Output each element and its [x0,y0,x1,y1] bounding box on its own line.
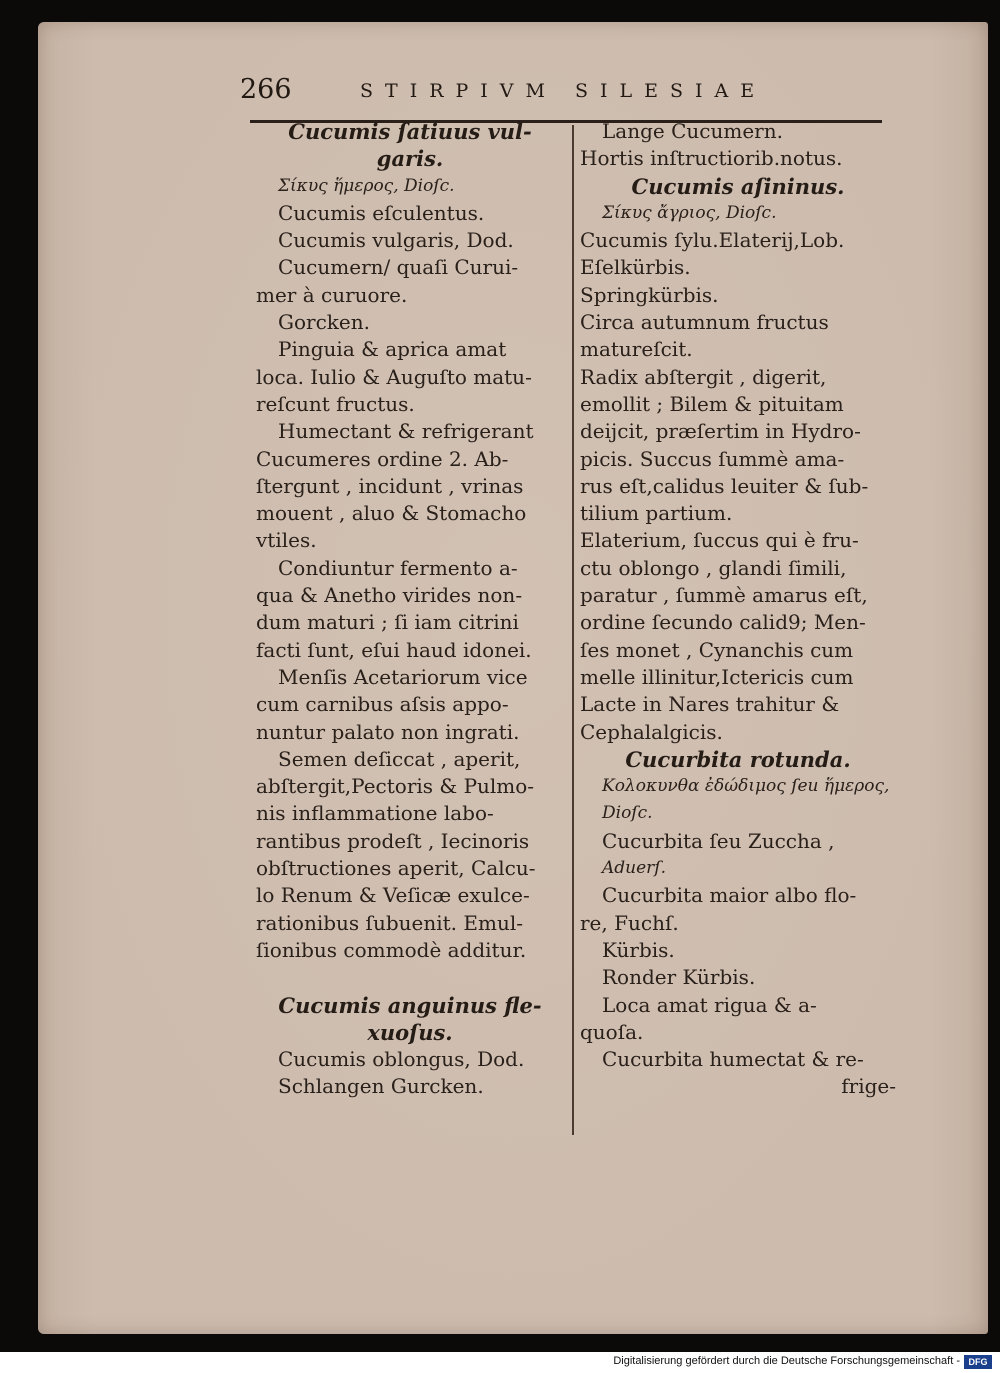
text-line: ſes monet , Cynanchis cum [580,637,854,662]
text-line [256,964,564,991]
text-line: Semen deſiccat , aperit, [278,746,521,771]
text-line: rantibus prodeſt , Iecinoris [256,828,530,853]
section-heading: Cucumis aſininus. [631,173,845,199]
text-line: nuntur palato non ingrati. [256,719,520,744]
running-title: STIRPIVM SILESIAE [360,80,767,102]
text-line: loca. Iulio & Auguſto matu- [256,364,532,389]
text-line: re, Fuchſ. [580,910,679,935]
text-line: dum maturi ; ſi iam citrini [256,610,519,635]
section-heading: Cucumis anguinus fle- [278,992,542,1018]
text-line: frige- [841,1074,896,1099]
text-line: reſcunt fructus. [256,391,415,416]
column-divider [572,125,574,1135]
text-line: Cucumis vulgaris, Dod. [278,228,514,253]
text-line: Menſis Acetariorum vice [278,664,528,689]
text-line: ordine ſecundo calid9; Men- [580,610,866,635]
text-line: Circa autumnum fructus [580,310,829,335]
text-line: Cucurbita ſeu Zuccha , [602,828,835,853]
section-heading: Cucurbita rotunda. [625,746,851,772]
text-line: lo Renum & Veſicæ exulce- [256,883,530,908]
text-line: Cucurbita humectat & re- [602,1047,864,1072]
text-line: Schlangen Gurcken. [278,1074,484,1099]
text-line: abſtergit,Pectoris & Pulmo- [256,774,535,799]
text-line: Κολοκυνθα ἐδώδιμος ſeu ἥμερος, [602,776,890,797]
text-line: Eſelkürbis. [580,255,691,280]
funding-credit: Digitalisierung gefördert durch die Deutsche Forschungsgemeinschaft - [613,1355,960,1367]
text-line: paratur , ſummè amarus eſt, [580,583,868,608]
text-line: ſionibus commodè additur. [256,937,527,962]
text-line: mouent , aluo & Stomacho [256,501,527,526]
text-line: Cucurbita maior albo flo- [602,883,857,908]
text-line: Aduerſ. [602,858,666,879]
text-line: Cucumern/ quaſi Curui- [278,255,519,280]
text-line: Humectant & refrigerant [278,419,534,444]
section-heading: xuoſus. [367,1019,453,1045]
text-line: matureſcit. [580,337,693,362]
text-line: obſtructiones aperit, Calcu- [256,856,536,881]
text-line: Cucumis oblongus, Dod. [278,1047,525,1072]
text-line: Lacte in Nares trahitur & [580,692,840,717]
text-line: Cucumis ſylu.Elaterij,Lob. [580,228,845,253]
left-text-column [256,118,564,1101]
text-line: Cucumeres ordine 2. Ab- [256,446,509,471]
text-line: Springkürbis. [580,282,719,307]
section-heading: Cucumis ſatiuus vul- [288,119,532,144]
text-line: rus eſt,calidus leuiter & ſub- [580,473,869,498]
section-heading: garis. [376,146,444,172]
text-line: Σίκυς ἥμερος, Dioſc. [278,175,455,196]
text-line: Ronder Kürbis. [602,965,756,990]
text-line: tilium partium. [580,501,733,526]
text-line: Condiuntur fermento a- [278,555,518,580]
text-line: emollit ; Bilem & pituitam [580,391,844,416]
page-number: 266 [240,74,292,105]
text-line: melle illinitur,Ictericis cum [580,664,854,689]
dfg-logo: DFG [964,1355,992,1369]
text-line: ctu oblongo , glandi ſimili, [580,555,847,580]
text-line: Gorcken. [278,310,370,335]
digitization-footer [0,1352,1000,1373]
text-line: facti ſunt, eſui haud idonei. [256,637,532,662]
page-header [240,72,870,112]
text-line: Cephalalgicis. [580,719,723,744]
text-line: Pinguia & aprica amat [278,337,507,362]
text-line: vtiles. [256,528,317,553]
text-line: ſtergunt , incidunt , vrinas [256,473,524,498]
text-line: Hortis inſtructiorib.notus. [580,146,843,171]
text-line: quoſa. [580,1019,644,1044]
text-line: rationibus ſubuenit. Emul- [256,910,523,935]
text-line: Radix abſtergit , digerit, [580,364,827,389]
right-text-column [580,118,896,1101]
text-line: mer à curuore. [256,282,408,307]
text-line: Cucumis eſculentus. [278,200,485,225]
text-line: cum carnibus aſsis appo- [256,692,509,717]
text-line: qua & Anetho virides non- [256,583,523,608]
text-line: nis inflammatione labo- [256,801,494,826]
text-line: Lange Cucumern. [602,119,783,143]
text-line: picis. Succus ſummè ama- [580,446,845,471]
text-line: deijcit, præſertim in Hydro- [580,419,861,444]
text-line: Dioſc. [602,803,653,824]
text-line: Loca amat rigua & a- [602,992,817,1017]
text-line: Kürbis. [602,937,675,962]
text-line: Σίκυς ἄγριος, Dioſc. [602,202,777,223]
text-line: Elaterium, ſuccus qui è fru- [580,528,859,553]
